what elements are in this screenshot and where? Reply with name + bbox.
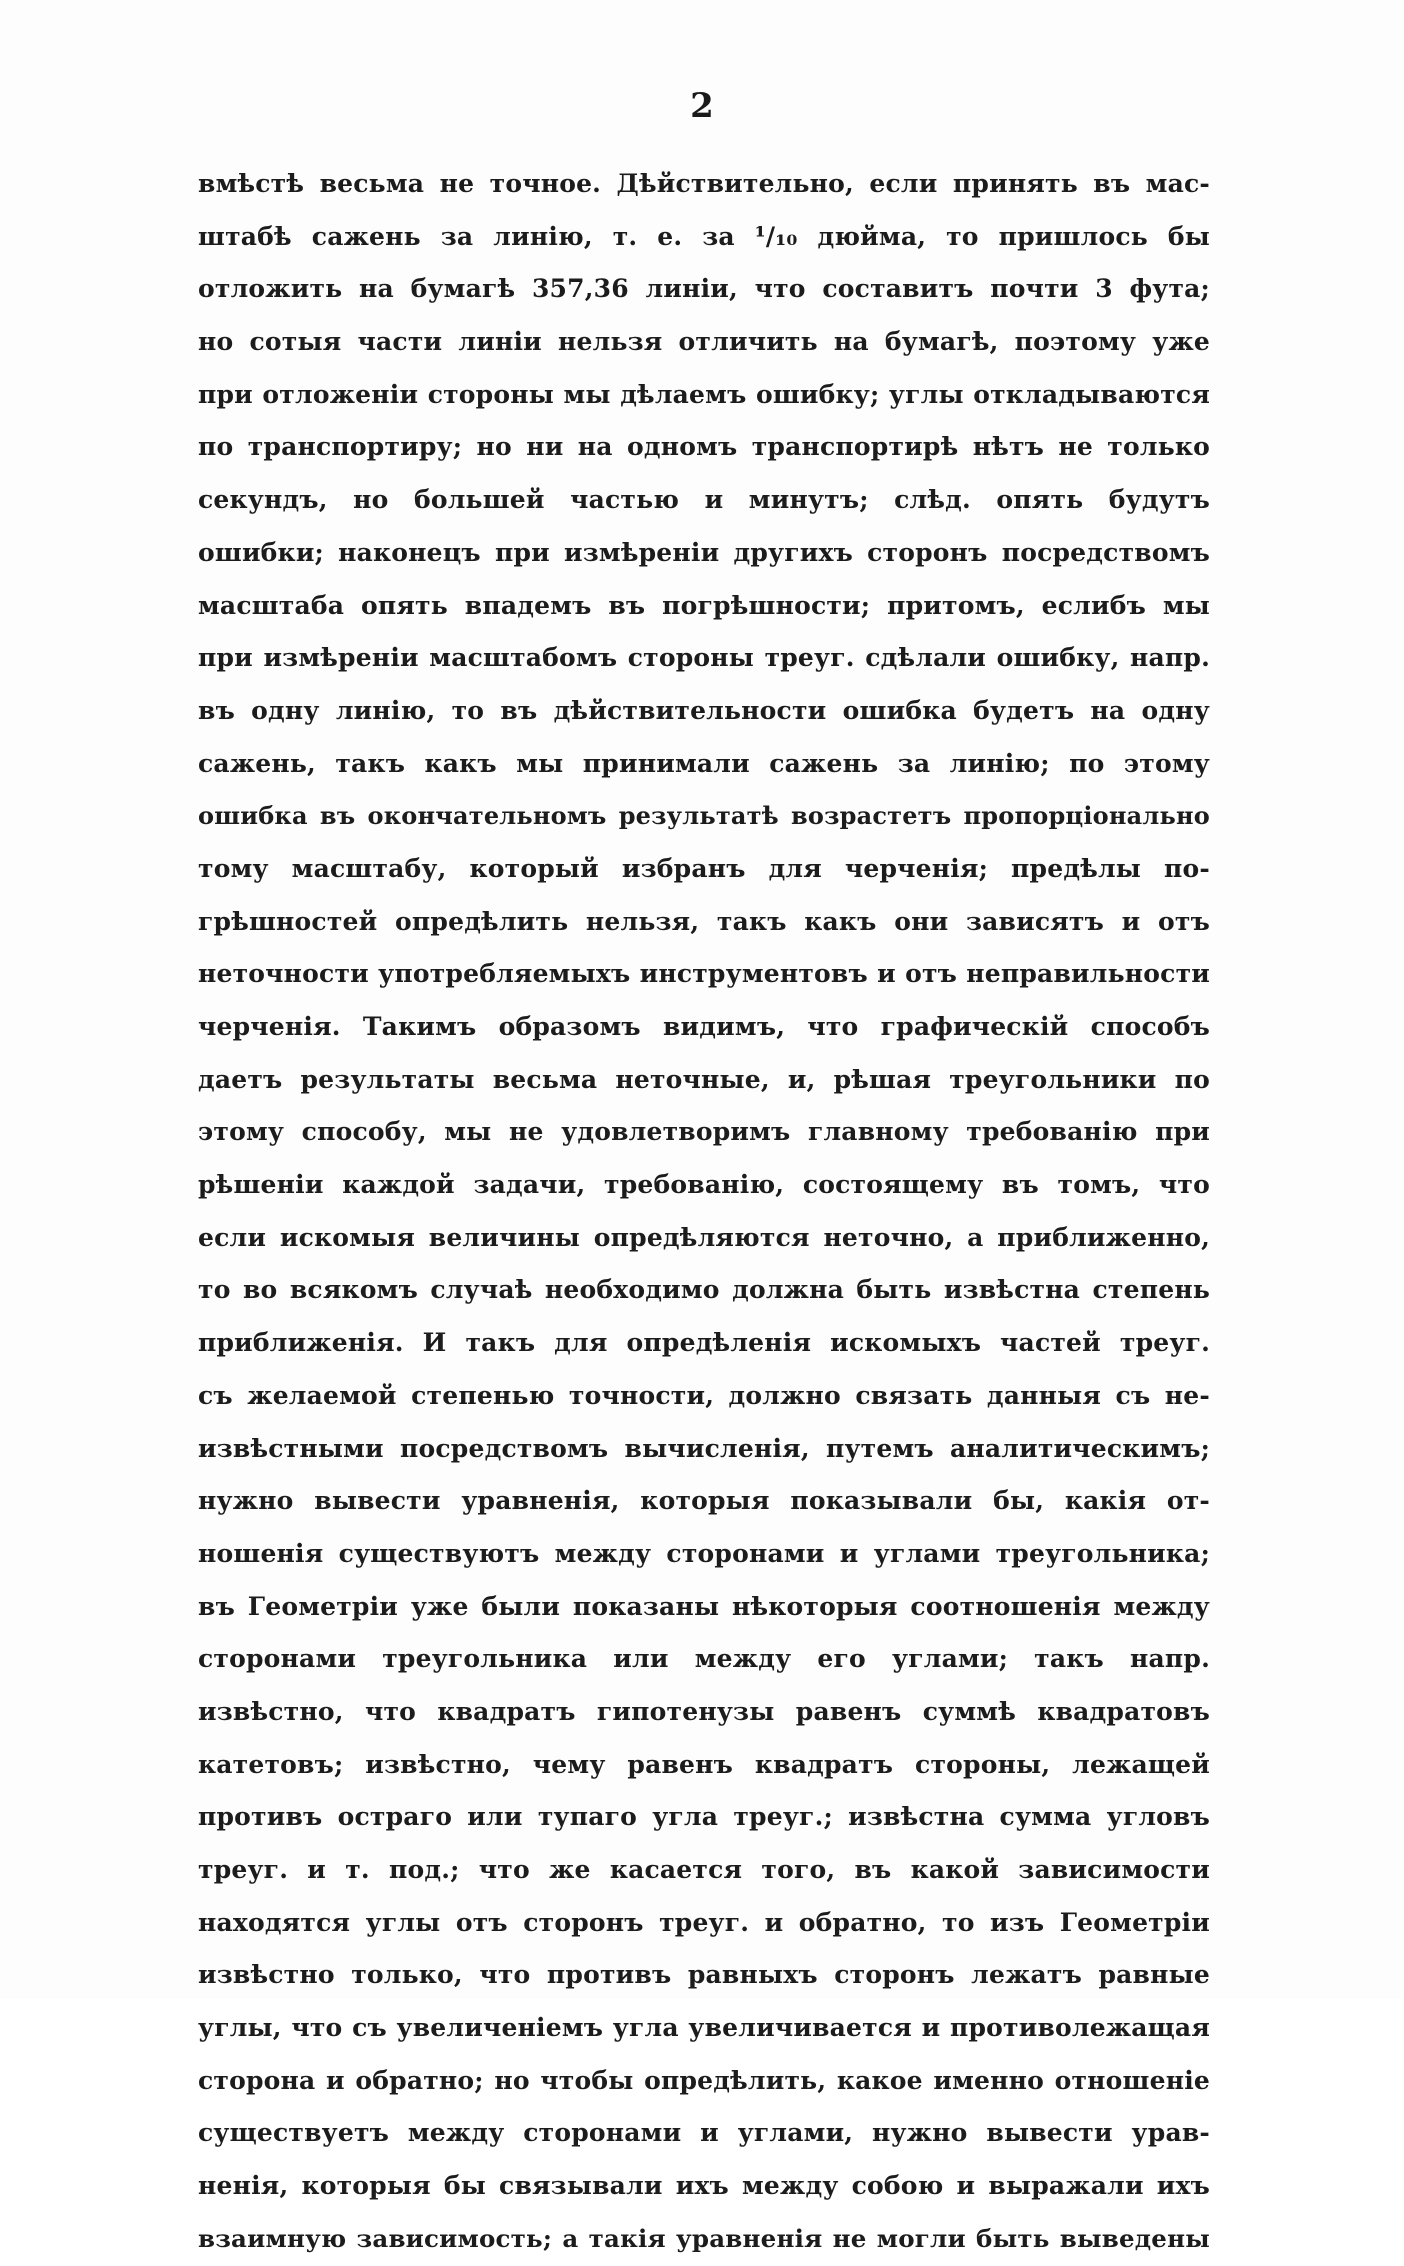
text-line: съ желаемой степенью точности, должно связать данныя съ не- [198, 1380, 1210, 1410]
text-line: отложить на бумагѣ 357,36 линіи, что составитъ почти 3 фута; [198, 274, 1210, 304]
text-line: противъ остраго или тупаго угла треуг.; извѣстна сумма угловъ [198, 1802, 1210, 1832]
text-line: извѣстно только, что противъ равныхъ сторонъ лежатъ равные [198, 1960, 1210, 1990]
text-line: при отложеніи стороны мы дѣлаемъ ошибку; углы откладываются [198, 379, 1210, 409]
text-line: но сотыя части линіи нельзя отличить на бумагѣ, поэтому уже [198, 327, 1210, 357]
text-line: неточности употребляемыхъ инструментовъ и отъ неправильности [198, 959, 1210, 989]
text-line: этому способу, мы не удовлетворимъ главному требованію при [198, 1117, 1210, 1147]
text-line: по транспортиру; но ни на одномъ транспортирѣ нѣтъ не только [198, 432, 1210, 462]
text-line: ненія, которыя бы связывали ихъ между собою и выражали ихъ [198, 2171, 1210, 2201]
text-line: существуетъ между сторонами и углами, нужно вывести урав- [198, 2118, 1210, 2148]
text-line: даетъ результаты весьма неточные, и, рѣшая треугольники по [198, 1064, 1210, 1094]
text-line: при измѣреніи масштабомъ стороны треуг. сдѣлали ошибку, напр. [198, 643, 1210, 673]
text-line: вмѣстѣ весьма не точное. Дѣйствительно, если принять въ мас- [198, 169, 1210, 198]
text-line: черченія. Такимъ образомъ видимъ, что графическій способъ [198, 1012, 1210, 1041]
text-line: грѣшностей опредѣлить нельзя, такъ какъ они зависятъ и отъ [198, 906, 1210, 936]
text-line: сторонами треугольника или между его углами; такъ напр. [198, 1644, 1210, 1674]
text-line: сторона и обратно; но чтобы опредѣлить, какое именно отношеніе [198, 2065, 1210, 2095]
text-line: въ Геометріи уже были показаны нѣкоторыя соотношенія между [198, 1591, 1210, 1621]
text-line: сажень, такъ какъ мы принимали сажень за линію; по этому [198, 748, 1210, 778]
text-line: тому масштабу, который избранъ для черченія; предѣлы по- [198, 853, 1210, 883]
text-line: нужно вывести уравненія, которыя показывали бы, какія от- [198, 1486, 1210, 1516]
text-line: то во всякомъ случаѣ необходимо должна быть извѣстна степень [198, 1275, 1210, 1305]
text-line: въ одну линію, то въ дѣйствительности ошибка будетъ на одну [198, 695, 1210, 725]
page-number: 2 [690, 86, 714, 126]
text-line: углы, что съ увеличеніемъ угла увеличивается и противолежащая [198, 2013, 1210, 2043]
text-line: катетовъ; извѣстно, чему равенъ квадратъ стороны, лежащей [198, 1749, 1210, 1779]
text-line: ошибки; наконецъ при измѣреніи другихъ сторонъ посредствомъ [198, 537, 1210, 567]
text-line: штабѣ сажень за линію, т. е. за ¹/₁₀ дюйма, то пришлось бы [198, 221, 1210, 251]
text-line: ношенія существуютъ между сторонами и углами треугольника; [198, 1538, 1210, 1568]
text-line: ошибка въ окончательномъ результатѣ возрастетъ пропорціонально [198, 801, 1210, 831]
text-line: треуг. и т. под.; что же касается того, въ какой зависимости [198, 1855, 1210, 1884]
text-line: извѣстными посредствомъ вычисленія, путемъ аналитическимъ; [198, 1433, 1210, 1463]
text-line: масштаба опять впадемъ въ погрѣшности; притомъ, еслибъ мы [198, 590, 1210, 620]
text-line: секундъ, но большей частью и минутъ; слѣд. опять будутъ [198, 485, 1210, 515]
text-line: взаимную зависимость; а такія уравненія не могли быть выведены [198, 2223, 1210, 2253]
body-text [198, 158, 1210, 2266]
text-line: приближенія. И такъ для опредѣленія искомыхъ частей треуг. [198, 1328, 1210, 1358]
text-line: находятся углы отъ сторонъ треуг. и обратно, то изъ Геометріи [198, 1907, 1210, 1937]
text-line: если искомыя величины опредѣляются неточно, а приближенно, [198, 1222, 1210, 1252]
text-line: рѣшеніи каждой задачи, требованію, состоящему въ томъ, что [198, 1170, 1210, 1200]
text-line: извѣстно, что квадратъ гипотенузы равенъ суммѣ квадратовъ [198, 1696, 1210, 1726]
